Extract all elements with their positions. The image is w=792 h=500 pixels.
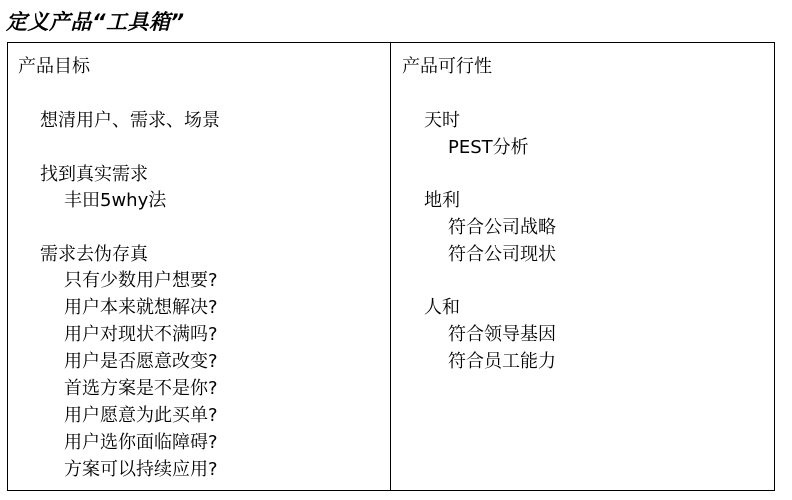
column-divider [390, 42, 391, 491]
goal-heading-real-needs: 找到真实需求 [40, 164, 148, 185]
feasibility-heading-advantage: 地利 [424, 190, 460, 211]
right-column [402, 42, 772, 491]
page-title: 定义产品“工具箱” [6, 10, 185, 34]
feasibility-item: PEST分析 [448, 137, 529, 158]
goal-item: 用户是否愿意改变? [64, 351, 218, 372]
left-column [18, 42, 388, 491]
feasibility-heading-people: 人和 [424, 297, 460, 318]
feasibility-item: 符合公司现状 [448, 244, 556, 265]
feasibility-item: 符合公司战略 [448, 217, 556, 238]
goal-item: 用户愿意为此买单? [64, 405, 218, 426]
feasibility-item: 符合领导基因 [448, 324, 556, 345]
goal-heading-users: 想清用户、需求、场景 [40, 110, 220, 131]
feasibility-item: 符合员工能力 [448, 351, 556, 372]
goal-item: 首选方案是不是你? [64, 378, 218, 399]
left-column-header: 产品目标 [18, 56, 90, 77]
feasibility-heading-timing: 天时 [424, 110, 460, 131]
right-column-header: 产品可行性 [402, 56, 492, 77]
goal-item: 用户选你面临障碍? [64, 432, 218, 453]
goal-item: 用户本来就想解决? [64, 297, 218, 318]
goal-item: 丰田5why法 [64, 190, 167, 211]
goal-item: 用户对现状不满吗? [64, 324, 218, 345]
goal-heading-filter-needs: 需求去伪存真 [40, 244, 148, 265]
goal-item: 方案可以持续应用? [64, 459, 218, 480]
goal-item: 只有少数用户想要? [64, 270, 218, 291]
